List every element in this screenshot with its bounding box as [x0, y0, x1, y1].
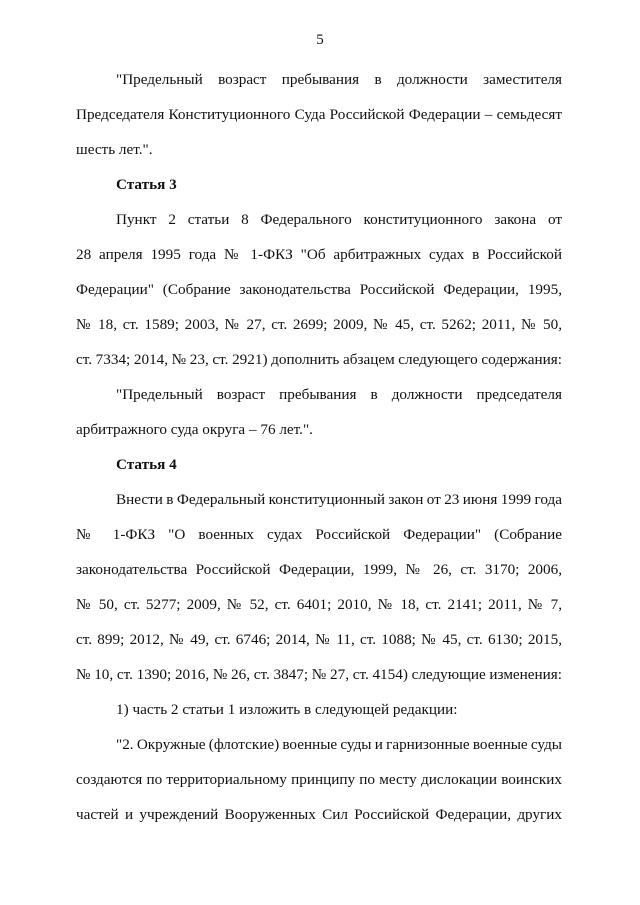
paragraph-line: частей и учреждений Вооруженных Сил Российской Федерации, других [76, 806, 562, 823]
article-heading: Статья 4 [116, 456, 177, 473]
paragraph-line: "2. Окружные (флотские) военные суды и гарнизонные военные суды [116, 736, 562, 753]
paragraph-line: создаются по территориальному принципу по месту дислокации воинских [76, 771, 562, 788]
paragraph-line: "Предельный возраст пребывания в должности заместителя [116, 71, 562, 88]
paragraph-line: Пункт 2 статьи 8 Федерального конституционного закона от [116, 211, 562, 228]
paragraph-line: № 50, ст. 5277; 2009, № 52, ст. 6401; 2010, № 18, ст. 2141; 2011, № 7, [76, 596, 562, 613]
paragraph-line: арбитражного суда округа – 76 лет.". [76, 421, 313, 438]
paragraph-line: Федерации" (Собрание законодательства Российской Федерации, 1995, [76, 281, 562, 298]
paragraph-line: шесть лет.". [76, 141, 153, 158]
paragraph-line: законодательства Российской Федерации, 1999, № 26, ст. 3170; 2006, [76, 561, 562, 578]
paragraph-line: № 1-ФКЗ "О военных судах Российской Федерации" (Собрание [76, 526, 562, 543]
paragraph-line: Председателя Конституционного Суда Российской Федерации – семьдесят [76, 106, 562, 123]
paragraph-line: "Предельный возраст пребывания в должности председателя [116, 386, 562, 403]
page-number: 5 [316, 32, 324, 48]
article-heading: Статья 3 [116, 176, 177, 193]
paragraph-line: № 10, ст. 1390; 2016, № 26, ст. 3847; № 27, ст. 4154) следующие изменения: [76, 666, 562, 683]
paragraph-line: 1) часть 2 статьи 1 изложить в следующей редакции: [116, 701, 458, 718]
paragraph-line: № 18, ст. 1589; 2003, № 27, ст. 2699; 2009, № 45, ст. 5262; 2011, № 50, [76, 316, 562, 333]
paragraph-line: Внести в Федеральный конституционный закон от 23 июня 1999 года [116, 491, 562, 508]
paragraph-line: ст. 899; 2012, № 49, ст. 6746; 2014, № 11, ст. 1088; № 45, ст. 6130; 2015, [76, 631, 562, 648]
paragraph-line: 28 апреля 1995 года № 1-ФКЗ "Об арбитражных судах в Российской [76, 246, 562, 263]
paragraph-line: ст. 7334; 2014, № 23, ст. 2921) дополнить абзацем следующего содержания: [76, 351, 562, 368]
document-body [76, 62, 562, 832]
